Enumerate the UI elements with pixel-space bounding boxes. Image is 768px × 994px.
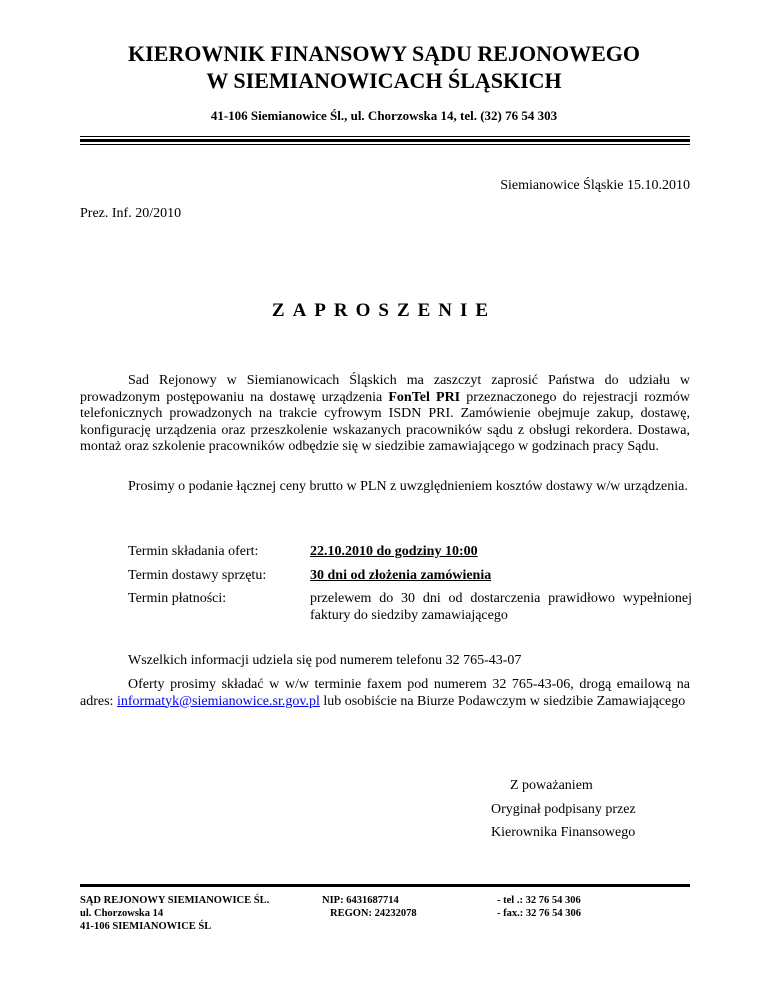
footer-nip: NIP: 6431687714	[322, 895, 399, 906]
term-value-payment: przelewem do 30 dni od dostarczenia prawidłowo wypełnionej faktury do siedziby zamawiającego	[310, 591, 692, 623]
place-date: Siemianowice Śląskie 15.10.2010	[500, 178, 690, 193]
offers-text-b: lub osobiście na Biurze Podawczym w siedzibie Zamawiającego	[319, 693, 686, 709]
body-paragraph-1	[80, 373, 690, 456]
footer-court-city: 41-106 SIEMIANOWICE ŚL	[80, 921, 212, 932]
header-rule-middle	[80, 139, 690, 142]
footer-regon: REGON: 24232078	[330, 908, 417, 919]
term-value-delivery: 30 dni od złożenia zamówienia	[310, 568, 492, 583]
footer-column-court	[80, 894, 269, 933]
term-label-offers: Termin składania ofert:	[128, 544, 259, 559]
footer-court-name: SĄD REJONOWY SIEMIANOWICE ŚL.	[80, 895, 270, 906]
letterhead-title-line1: KIEROWNIK FINANSOWY SĄDU REJONOWEGO	[128, 41, 640, 66]
footer-column-ids	[322, 894, 417, 920]
letterhead-title-line2: W SIEMIANOWICACH ŚLĄSKICH	[206, 68, 562, 93]
footer-column-phones	[497, 894, 581, 920]
contact-info: Wszelkich informacji udziela się pod numerem telefonu 32 765-43-07	[128, 653, 522, 668]
document-title: ZAPROSZENIE	[271, 300, 497, 321]
reference-number: Prez. Inf. 20/2010	[80, 206, 182, 221]
p1-text-b: przeznaczonego do rejestracji rozmów telefonicznych prowadzonych na trakcie cyfrowym ISDN PRI. Zamówienie obejmuje zakup, dostawę, konfigurację urządzenia oraz przeszkolenie wskazanych pracowników sądu z obsługi rekordera. Dostawa, montaż oraz szkolenie pracowników odbędzie się w siedzibie zamawiającego w godzinach pracy Sądu.	[80, 389, 690, 454]
offers-paragraph	[80, 677, 690, 710]
body-paragraph-2: Prosimy o podanie łącznej ceny brutto w PLN z uwzględnieniem kosztów dostawy w/w urządzenia.	[128, 479, 688, 494]
footer-rule	[80, 884, 690, 887]
email-link[interactable]: informatyk@siemianowice.sr.gov.pl	[116, 693, 320, 709]
header-rule-bottom	[80, 144, 690, 145]
footer-fax: - fax.: 32 76 54 306	[497, 908, 581, 919]
device-name: FonTel PRI	[388, 389, 461, 405]
signature-role: Kierownika Finansowego	[491, 825, 636, 840]
offers-text-a: Oferty prosimy składać w w/w terminie faxem pod numerem 32 765-43-06, drogą emailową na adres:	[80, 677, 690, 709]
signature-note: Oryginał podpisany przez	[491, 802, 636, 817]
term-label-delivery: Termin dostawy sprzętu:	[128, 568, 267, 583]
p1-text-a: Sad Rejonowy w Siemianowicach Śląskich ma zaszczyt zaprosić Państwa do udziału w prowadzonym postępowaniu na dostawę urządzenia	[80, 373, 690, 405]
footer-court-street: ul. Chorzowska 14	[80, 908, 164, 919]
footer-tel: - tel .: 32 76 54 306	[497, 895, 581, 906]
header-rule-top	[80, 136, 690, 137]
signature-greeting: Z poważaniem	[510, 778, 593, 793]
term-label-payment: Termin płatności:	[128, 591, 227, 606]
term-value-offers: 22.10.2010 do godziny 10:00	[310, 544, 478, 559]
letterhead-address: 41-106 Siemianowice Śl., ul. Chorzowska 14, tel. (32) 76 54 303	[210, 108, 558, 123]
